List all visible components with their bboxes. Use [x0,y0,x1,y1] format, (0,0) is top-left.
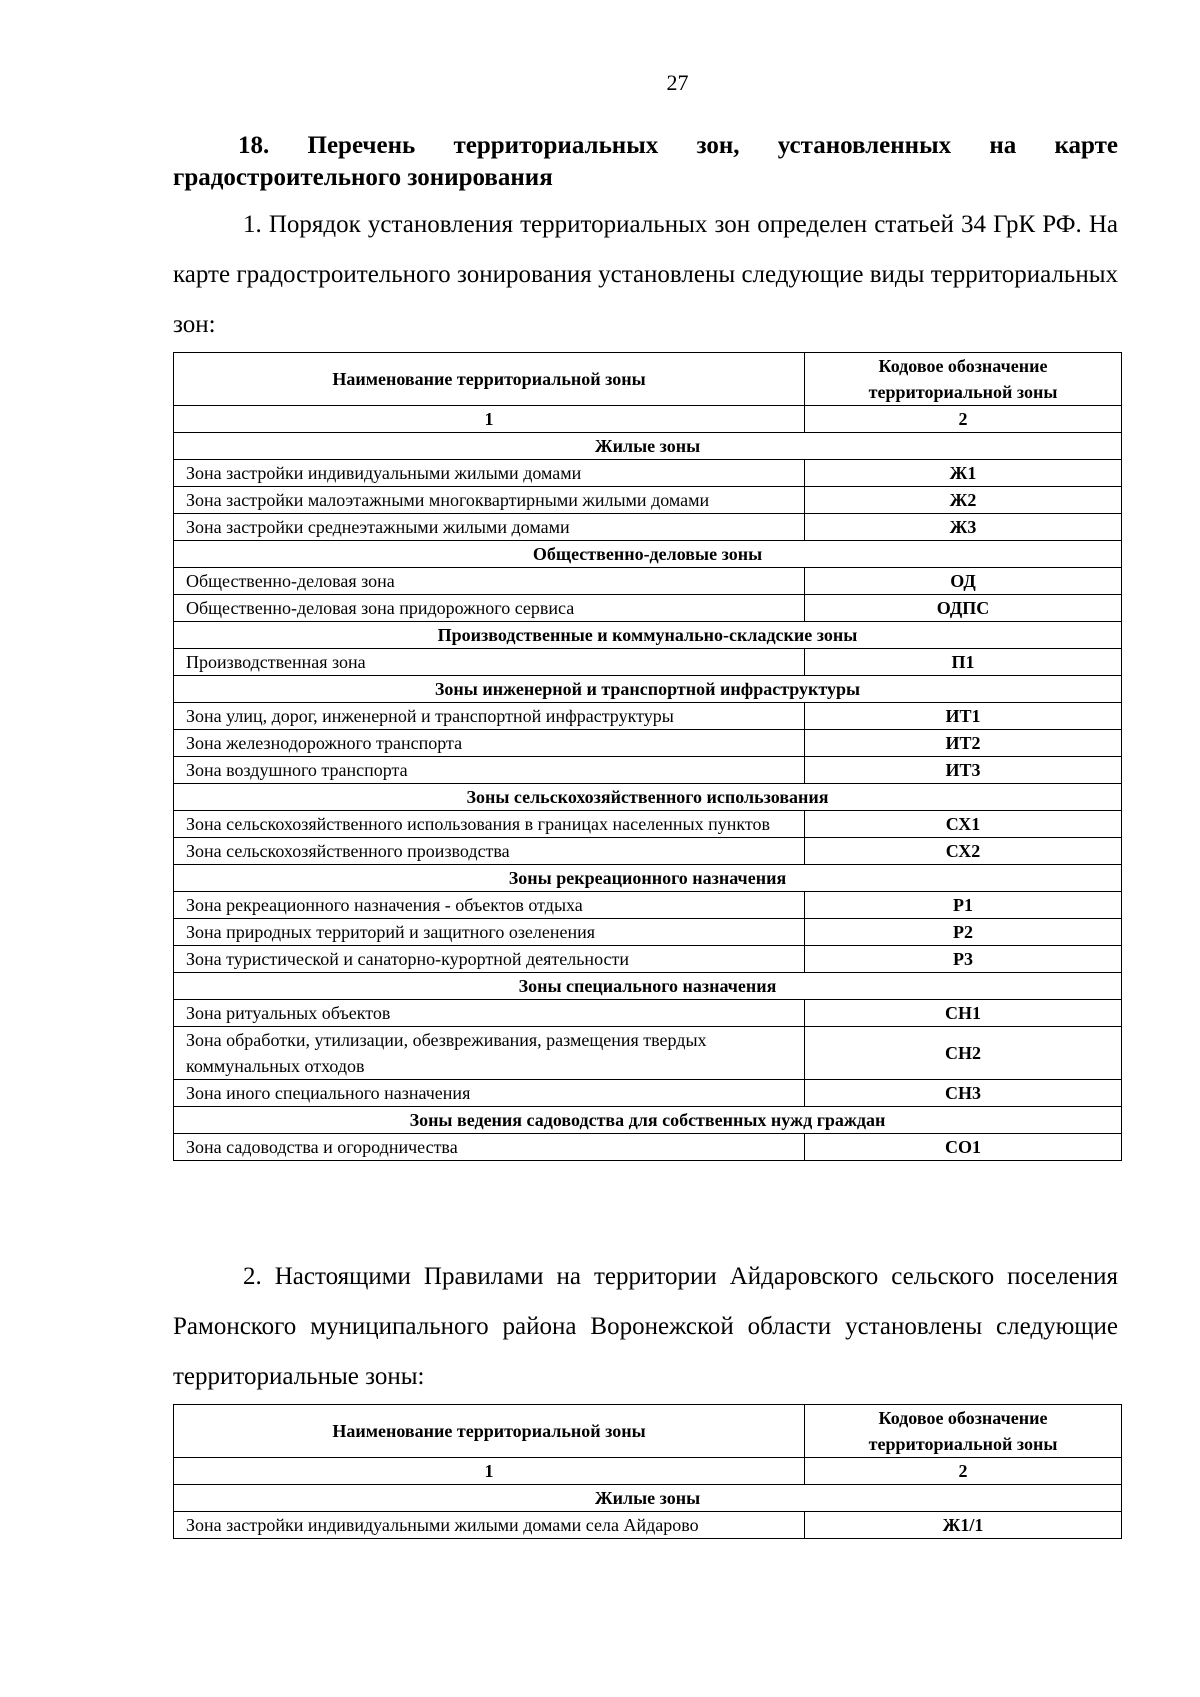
table-row [174,811,1122,838]
group-title: Общественно-деловые зоны [174,541,1122,568]
table-row [174,1134,1122,1161]
zone-name: Зона туристической и санаторно-курортной деятельности [174,946,805,973]
column-number-1: 1 [174,406,805,433]
zone-name: Зона иного специального назначения [174,1080,805,1107]
group-row [174,541,1122,568]
table-row [174,1027,1122,1080]
zone-name: Зона ритуальных объектов [174,1000,805,1027]
zone-code: Р1 [805,892,1122,919]
zone-name: Общественно-деловая зона [174,568,805,595]
zone-code: СН2 [805,1027,1122,1080]
table-row [174,892,1122,919]
zone-name: Зона садоводства и огородничества [174,1134,805,1161]
table-row [174,1512,1122,1539]
paragraph-1: 1. Порядок установления территориальных зон определен статьей 34 ГрК РФ. На карте градостроительного зонирования установлены следующие виды территориальных зон: [173,211,1118,338]
column-number-1: 1 [174,1458,805,1485]
group-title: Жилые зоны [174,1485,1122,1512]
group-title: Зоны сельскохозяйственного использования [174,784,1122,811]
zone-name: Общественно-деловая зона придорожного сервиса [174,595,805,622]
table-row [174,568,1122,595]
zone-code: Ж1 [805,460,1122,487]
group-title: Зоны специального назначения [174,973,1122,1000]
zone-name: Зона рекреационного назначения - объектов отдыха [174,892,805,919]
group-row [174,1107,1122,1134]
header-row [174,353,1122,406]
table-row [174,649,1122,676]
group-row [174,865,1122,892]
table-row [174,757,1122,784]
paragraph-2: 2. Настоящими Правилами на территории Айдаровского сельского поселения Рамонского муниципального района Воронежской области установлены следующие территориальные зоны: [173,1263,1118,1390]
group-row [174,973,1122,1000]
zone-code: СО1 [805,1134,1122,1161]
group-title: Производственные и коммунально-складские зоны [174,622,1122,649]
zone-name: Зона воздушного транспорта [174,757,805,784]
zone-code: Р2 [805,919,1122,946]
zone-name: Зона улиц, дорог, инженерной и транспортной инфраструктуры [174,703,805,730]
group-row [174,1485,1122,1512]
page-number: 27 [666,70,689,95]
zone-name: Зона железнодорожного транспорта [174,730,805,757]
table-row [174,838,1122,865]
zones-table-2 [173,1404,1122,1539]
section-heading: 18. Перечень территориальных зон, установленных на карте градостроительного зонирования [173,132,1118,191]
zone-code: СХ2 [805,838,1122,865]
zone-code: ИТ1 [805,703,1122,730]
table-row [174,487,1122,514]
group-title: Зоны инженерной и транспортной инфраструктуры [174,676,1122,703]
group-row [174,433,1122,460]
zone-name: Зона сельскохозяйственного использования в границах населенных пунктов [174,811,805,838]
group-row [174,622,1122,649]
column-number-2: 2 [805,406,1122,433]
header-zone-code: Кодовое обозначение территориальной зоны [805,1405,1122,1458]
table-row [174,703,1122,730]
zone-name: Зона застройки индивидуальными жилыми домами [174,460,805,487]
header-zone-code: Кодовое обозначение территориальной зоны [805,353,1122,406]
zone-code: ОДПС [805,595,1122,622]
table-row [174,946,1122,973]
zone-name: Зона обработки, утилизации, обезвреживания, размещения твердых коммунальных отходов [174,1027,805,1080]
zone-code: Р3 [805,946,1122,973]
zone-name: Зона застройки индивидуальными жилыми домами села Айдарово [174,1512,805,1539]
header-zone-name: Наименование территориальной зоны [174,1405,805,1458]
table-row [174,1000,1122,1027]
column-number-2: 2 [805,1458,1122,1485]
group-title: Зоны ведения садоводства для собственных нужд граждан [174,1107,1122,1134]
zone-name: Зона застройки малоэтажными многоквартирными жилыми домами [174,487,805,514]
zone-code: СХ1 [805,811,1122,838]
zone-code: П1 [805,649,1122,676]
zone-code: Ж1/1 [805,1512,1122,1539]
group-row [174,784,1122,811]
header-row [174,1405,1122,1458]
table-row [174,730,1122,757]
zone-code: ИТ3 [805,757,1122,784]
zone-code: ОД [805,568,1122,595]
group-row [174,676,1122,703]
zone-code: Ж2 [805,487,1122,514]
table-row [174,919,1122,946]
zone-code: Ж3 [805,514,1122,541]
zone-code: СН1 [805,1000,1122,1027]
table-row [174,460,1122,487]
zone-name: Зона застройки среднеэтажными жилыми домами [174,514,805,541]
table-row [174,595,1122,622]
zone-name: Зона сельскохозяйственного производства [174,838,805,865]
table-row [174,1080,1122,1107]
group-title: Жилые зоны [174,433,1122,460]
zone-code: СН3 [805,1080,1122,1107]
zone-name: Производственная зона [174,649,805,676]
group-title: Зоны рекреационного назначения [174,865,1122,892]
header-zone-name: Наименование территориальной зоны [174,353,805,406]
table-row [174,514,1122,541]
zone-code: ИТ2 [805,730,1122,757]
zones-table-1 [173,352,1122,1161]
column-number-row [174,406,1122,433]
zone-name: Зона природных территорий и защитного озеленения [174,919,805,946]
column-number-row [174,1458,1122,1485]
